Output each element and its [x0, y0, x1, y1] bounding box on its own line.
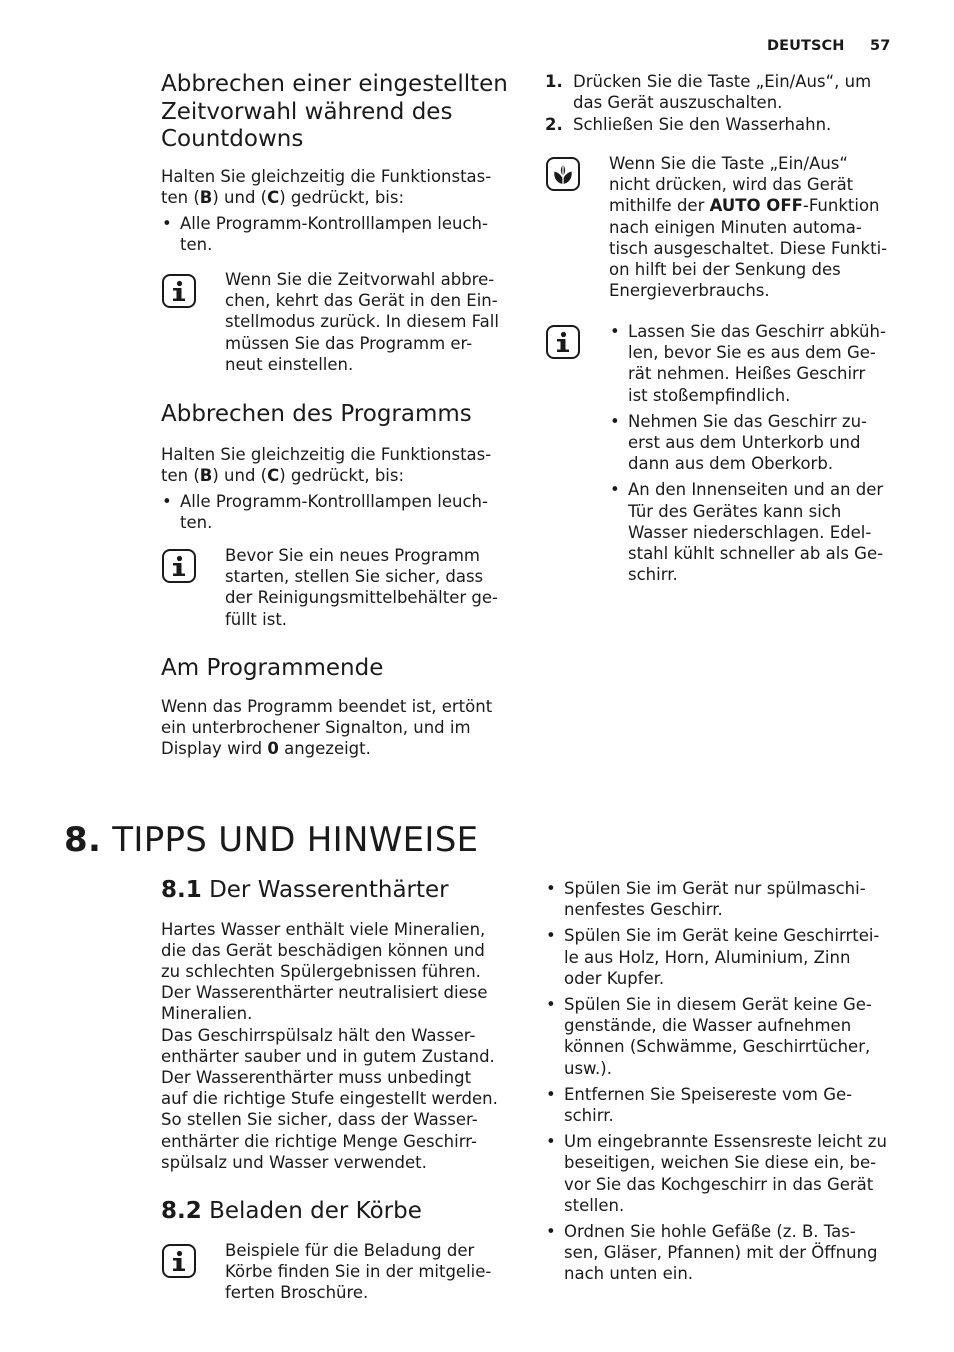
auto-off-label: AUTO OFF [709, 196, 803, 216]
section-number: 8.1 [161, 877, 202, 903]
section-water-softener [161, 877, 521, 1173]
list-item: • Spülen Sie im Gerät nur spülmaschi- nenfestes Geschirr. [545, 878, 905, 920]
info-icon [546, 325, 580, 359]
section-title: Der Wasserenthärter [209, 877, 449, 903]
info-icon [162, 549, 196, 583]
eco-leaf-icon [546, 157, 580, 191]
section-number: 8.2 [161, 1198, 202, 1224]
list-item: • Alle Programm-Kontrolllampen leuch- ten. [161, 213, 521, 255]
header-language: DEUTSCH [767, 38, 845, 54]
display-value: 0 [267, 738, 279, 758]
info-bullets [609, 321, 909, 585]
list-item: • Lassen Sie das Geschirr abküh- len, bevor Sie es aus dem Ge- rät nehmen. Heißes Geschirr ist stoßempfindlich. [609, 321, 909, 406]
key-b-label: B [199, 187, 213, 207]
chapter-title: TIPPS UND HINWEISE [112, 820, 479, 860]
section-title: Abbrechen einer eingestellten Zeitvorwahl während des Countdowns [161, 71, 508, 152]
section-body: Hartes Wasser enthält viele Mineralien, die das Gerät beschädigen können und zu schlechten Spülergebnissen führen. Der Wasserenthärter neutralisiert diese Mineralien. Das Geschirrspülsalz hält den Wasser- enthärter sauber und in gutem Zustand. Der Wasserenthärter muss unbedingt auf die richtige Stufe eingestellt werden. So stellen Sie sicher, dass der Wasser- enthärter die richtige Menge Geschirr- spülsalz und Wasser verwendet. [161, 919, 498, 1172]
text-line: Halten Sie gleichzeitig die Funktionstas- [161, 166, 492, 186]
section-loading-baskets [161, 1198, 521, 1226]
text-run: ) gedrückt, bis: [279, 187, 405, 207]
tips-bullet-list [545, 878, 905, 1285]
section-title: Abbrechen des Programms [161, 401, 472, 427]
section-cancel-program [161, 401, 521, 533]
list-item: • Spülen Sie im Gerät keine Geschirrtei- le aus Holz, Horn, Aluminium, Zinn oder Kupfer. [545, 925, 905, 989]
list-item: • Entfernen Sie Speisereste vom Ge- schirr. [545, 1084, 905, 1126]
text-line: Halten Sie gleichzeitig die Funktionstas- [161, 444, 492, 464]
key-c-label: C [267, 187, 280, 207]
page-number: 57 [870, 38, 891, 54]
section-title: Beladen der Körbe [209, 1198, 422, 1224]
list-item: • Ordnen Sie hohle Gefäße (z. B. Tas- sen, Gläser, Pfannen) mit der Öffnung nach unten ein. [545, 1221, 905, 1285]
section-body: Wenn das Programm beendet ist, ertönt ein unterbrochener Signalton, und im Display wird 0 angezeigt. [161, 696, 493, 758]
info-icon [162, 274, 196, 308]
list-item: • Um eingebrannte Essensreste leicht zu beseitigen, weichen Sie diese ein, be- vor Sie das Kochgeschirr in das Gerät stellen. [545, 1131, 905, 1216]
step-item: 2. Schließen Sie den Wasserhahn. [545, 115, 832, 135]
section-cancel-delay [161, 71, 521, 255]
section-body: Halten Sie gleichzeitig die Funktionstas- ten (B) und (C) gedrückt, bis: • Alle Programm-Kontrolllampen leuch- ten. [161, 444, 521, 534]
section-title: Am Programmende [161, 655, 384, 681]
list-item: • Nehmen Sie das Geschirr zu- erst aus dem Unterkorb und dann aus dem Oberkorb. [609, 411, 909, 475]
eco-note: Wenn Sie die Taste „Ein/Aus“ nicht drücken, wird das Gerät mithilfe der AUTO OFF-Funktion nach einigen Minuten automa- tisch ausgeschaltet. Diese Funkti- on hilft bei der Senkung des Energieverbrauchs. [609, 154, 888, 301]
list-item: • An den Innenseiten und an der Tür des Gerätes kann sich Wasser niederschlagen. Edel- stahl kühlt schneller ab als Ge- schirr. [609, 479, 909, 585]
key-c-label: C [267, 465, 280, 485]
list-item: • Spülen Sie in diesem Gerät keine Ge- genstände, die Wasser aufnehmen können (Schwämme, Geschirrtücher, usw.). [545, 994, 905, 1079]
info-note: Wenn Sie die Zeitvorwahl abbre- chen, kehrt das Gerät in den Ein- stellmodus zurück. In diesem Fall müssen Sie das Programm er- neut einstellen. [225, 270, 499, 374]
info-note: Beispiele für die Beladung der Körbe finden Sie in der mitgelie- ferten Broschüre. [225, 1241, 492, 1303]
key-b-label: B [199, 465, 213, 485]
section-body [161, 166, 521, 256]
step-item: 1. Drücken Sie die Taste „Ein/Aus“, um das Gerät auszuschalten. [545, 72, 872, 113]
steps-list [545, 71, 905, 137]
text-run: ) und ( [212, 187, 268, 207]
text-run: ten ( [161, 187, 200, 207]
chapter-heading [64, 820, 478, 860]
list-item: • Alle Programm-Kontrolllampen leuch- ten. [161, 491, 521, 533]
chapter-number: 8. [64, 820, 102, 860]
info-note: Bevor Sie ein neues Programm starten, stellen Sie sicher, dass der Reinigungsmittelbehälter ge- füllt ist. [225, 546, 498, 629]
info-icon [162, 1244, 196, 1278]
section-program-end [161, 655, 521, 759]
